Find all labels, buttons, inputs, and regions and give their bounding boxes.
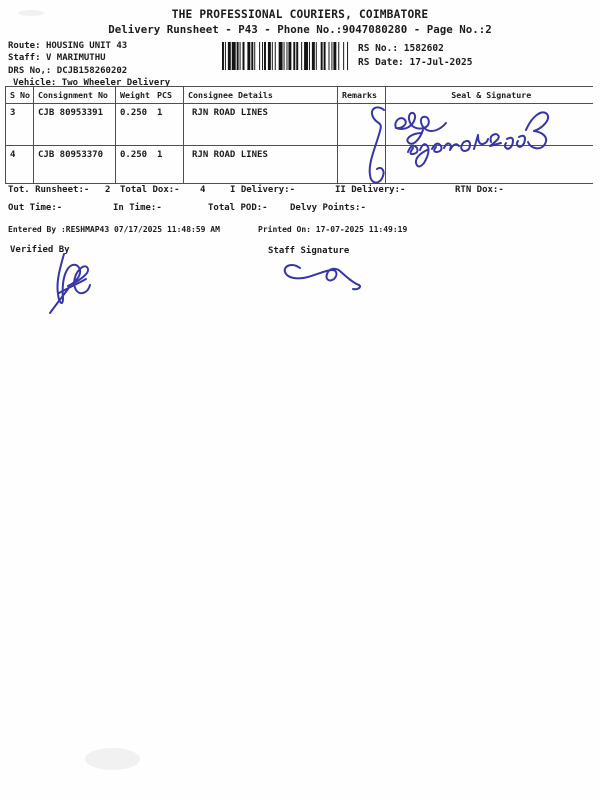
total-dox-label: Total Dox:-	[120, 185, 180, 195]
header-remarks: Remarks	[338, 87, 386, 104]
header-consignee-details: Consignee Details	[184, 87, 338, 104]
i-delivery-label: I Delivery:-	[230, 185, 296, 195]
entered-by-text: Entered By :RESHMAP43 07/17/2025 11:48:59 AM	[8, 225, 220, 234]
staff-value: V MARIMUTHU	[45, 53, 106, 64]
rs-date-line	[358, 56, 472, 70]
header-weight-pcs	[116, 87, 184, 104]
cell-consignment-no: CJB 80953370	[34, 146, 116, 184]
company-title: THE PROFESSIONAL COURIERS, COIMBATORE	[171, 8, 429, 21]
drs-value: DCJB158260202	[56, 65, 128, 76]
rs-barcode-icon	[222, 42, 350, 70]
cell-seal-signature	[386, 104, 593, 146]
header-consignment-no: Consignment No	[34, 87, 116, 104]
cell-pcs: 1	[157, 108, 163, 118]
rtn-dox-label: RTN Dox:-	[455, 185, 504, 195]
tot-runsheet-value: 2	[105, 185, 111, 195]
route-label: Route:	[8, 41, 41, 51]
table-row	[6, 104, 593, 146]
drs-label: DRS No,:	[8, 65, 52, 76]
staff-signature-label: Staff Signature	[268, 246, 350, 256]
rs-info-block	[358, 42, 472, 69]
header-pcs: PCS	[157, 90, 172, 100]
tot-runsheet-label: Tot. Runsheet:-	[8, 185, 90, 195]
staff-line	[8, 52, 170, 64]
vehicle-label: Vehicle:	[13, 78, 57, 89]
cell-consignee: RJN ROAD LINES	[184, 104, 338, 146]
vehicle-value: Two Wheeler Delivery	[61, 78, 171, 89]
rs-no-value: 1582602	[403, 43, 444, 54]
staff-label: Staff:	[8, 53, 41, 64]
cell-s-no: 4	[6, 146, 34, 184]
drs-line	[8, 65, 170, 77]
verified-by-signature-ink	[50, 254, 90, 313]
consignment-table	[5, 86, 593, 184]
cell-weight-pcs	[116, 104, 184, 146]
rs-date-label: RS Date:	[358, 56, 404, 68]
staff-signature-ink	[285, 265, 360, 289]
cell-consignment-no: CJB 80953391	[34, 104, 116, 146]
total-pod-label: Total POD:-	[208, 203, 268, 213]
total-dox-value: 4	[200, 185, 206, 195]
cell-weight: 0.250	[120, 150, 148, 160]
cell-weight: 0.250	[120, 108, 148, 118]
header-weight: Weight	[120, 90, 150, 100]
header-s-no: S No	[6, 87, 34, 104]
cell-remarks	[338, 146, 386, 184]
cell-consignee: RJN ROAD LINES	[184, 146, 338, 184]
table-header-row	[6, 87, 593, 104]
shipment-info-block	[8, 40, 170, 90]
runsheet-subtitle: Delivery Runsheet - P43 - Phone No.:9047080280 - Page No.:2	[108, 23, 492, 36]
rs-no-label: RS No.:	[358, 43, 399, 54]
cell-pcs: 1	[157, 150, 163, 160]
ii-delivery-label: II Delivery:-	[335, 185, 406, 195]
scan-smudge	[85, 748, 140, 770]
in-time-label: In Time:-	[113, 203, 162, 213]
out-time-label: Out Time:-	[8, 203, 63, 213]
cell-remarks	[338, 104, 386, 146]
table-row	[6, 146, 593, 184]
rs-date-value: 17-Jul-2025	[409, 56, 473, 68]
route-value: HOUSING UNIT 43	[45, 41, 128, 51]
cell-s-no: 3	[6, 104, 34, 146]
cell-weight-pcs	[116, 146, 184, 184]
cell-seal-signature	[386, 146, 593, 184]
rs-no-line	[358, 42, 472, 56]
route-line	[8, 40, 170, 52]
scan-smudge	[18, 10, 44, 16]
header-seal-signature: Seal & Signature	[386, 87, 593, 104]
delvy-points-label: Delvy Points:-	[290, 203, 366, 213]
verified-by-label: Verified By	[10, 245, 70, 255]
printed-on-text: Printed On: 17-07-2025 11:49:19	[258, 225, 408, 234]
